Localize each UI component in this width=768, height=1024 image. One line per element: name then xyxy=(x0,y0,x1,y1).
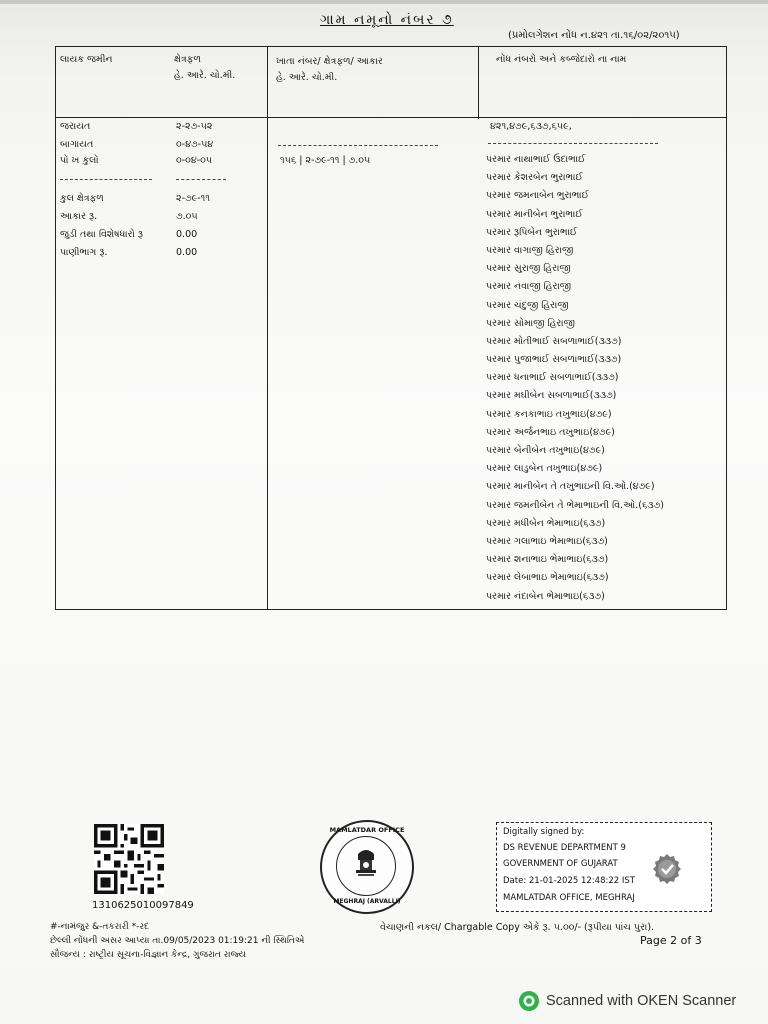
digital-signature-box xyxy=(496,822,712,912)
footer-copy-note: વેચાણની નકલ/ Chargable Copy એકે રૂ. ૫.૦૦/- (રૂપીયા પાંચ પુરા). xyxy=(380,922,655,933)
scanner-label: Scanned with OKEN Scanner xyxy=(546,993,737,1009)
column-divider-1 xyxy=(267,47,268,609)
summary-row-value: 0.00 xyxy=(176,247,198,258)
owner-name: પરમાર જમનાબેન ભુરાભાઈ xyxy=(486,190,589,202)
footer-legend: #-નામંજુર &-તકરારી *-રદ xyxy=(50,922,150,932)
footer-creator: સૌજન્ય : રાષ્ટ્રીય સૂચના-વિજ્ઞાન કેન્દ્ર, ગુજરાત રાજ્ય xyxy=(50,950,247,960)
oken-logo-icon xyxy=(518,990,540,1012)
signature-line: Date: 21-01-2025 12:48:22 IST xyxy=(503,876,635,886)
document-title: ગામ નમૂનો નંબર ૭ xyxy=(320,12,454,28)
owner-name: પરમાર માનીબેન તે તખુભાઇની વિ.ઓ.(૪૭૯) xyxy=(486,481,655,493)
summary-row-value: 0.00 xyxy=(176,229,198,240)
separator-line xyxy=(278,145,438,146)
promulgation-note: (પ્રમોલગેશન નોંધ ન.૪૨૧ તા.૧૬/૦૨/૨૦૧૫) xyxy=(508,30,680,41)
land-record-table xyxy=(55,46,727,610)
summary-row-label: પાણીભાગ રૂ. xyxy=(60,247,108,258)
signature-line: MAMLATDAR OFFICE, MEGHRAJ xyxy=(503,893,635,903)
owner-name: પરમાર ધનાભાઈ સબળાભાઈ(૩૩૭) xyxy=(486,372,619,384)
owner-name: પરમાર ચંદુજી હિરાજી xyxy=(486,299,569,311)
owner-name: પરમાર સોમાજી હિરાજી xyxy=(486,317,575,329)
owner-name: પરમાર બેનીબેન તખુભાઇ(૪૭૯) xyxy=(486,445,605,456)
owner-name: પરમાર લેબાભાઇ ભેમાભાઇ(૬૩૭) xyxy=(486,572,609,584)
national-emblem-icon xyxy=(352,846,380,880)
header-area-unit: હે. આરે. ચો.મી. xyxy=(174,70,236,81)
separator-line xyxy=(488,143,658,144)
owner-name: પરમાર લાડુબેન તખુભાઇ(૪૭૯) xyxy=(486,463,603,475)
land-row-label: બાગાયત xyxy=(60,139,94,150)
qr-number: 1310625010097849 xyxy=(92,900,194,911)
owner-name: પરમાર મધીબેન ભેમાભાઇ(૬૩૭) xyxy=(486,517,606,529)
owner-name: પરમાર સુરાજી હિરાજી xyxy=(486,263,571,275)
signature-line: DS REVENUE DEPARTMENT 9 xyxy=(503,843,626,853)
header-divider xyxy=(56,117,726,118)
owner-name: પરમાર ગલાભાઇ ભેમાભાઇ(૬૩૭) xyxy=(486,535,608,547)
scan-edge xyxy=(0,0,768,4)
owner-name: પરમાર કનકાભાઇ તખુભાઇ(૪૭૯) xyxy=(486,408,612,420)
owner-name: પરમાર જમનીબેન તે ભેમાભાઇની વિ.ઓ.(૬૩૭) xyxy=(486,499,664,511)
owner-name: પરમાર પુજાભાઈ સબળાભાઈ(૩૩૭) xyxy=(486,354,622,366)
seal-bottom-text: MEGHRAJ (ARVALLI) xyxy=(333,898,401,905)
summary-row-label: કુલ ક્ષેત્રફળ xyxy=(60,193,104,204)
header-land-type: લાયક જમીન xyxy=(60,54,113,65)
separator-line xyxy=(176,179,226,180)
owner-name: પરમાર નવાજી હિરાજી xyxy=(486,281,572,293)
land-row-label: પો ખ કુલો xyxy=(60,155,99,166)
header-area: ક્ષેત્રફળ xyxy=(174,54,201,65)
owner-list xyxy=(486,151,726,606)
land-row-value: ૨-૨૭-૫૨ xyxy=(176,121,213,132)
owner-name: પરમાર નંદાબેન ભેમાભાઇ(૬૩૭) xyxy=(486,590,605,602)
verified-check-icon xyxy=(651,853,683,885)
owner-name: પરમાર વાગાજી હિરાજી xyxy=(486,244,574,256)
land-row-value: ૦-૪૭-૫૪ xyxy=(176,139,214,150)
owner-name: પરમાર રૂપિબેન ભુરાભાઈ xyxy=(486,226,578,238)
summary-row-label: જુડી તથા વિશેષધારો રૂ xyxy=(60,229,143,240)
header-account-unit: હે. આરે. ચો.મી. xyxy=(276,72,338,83)
owner-name: પરમાર શનાભાઇ ભેમાભાઇ(૬૩૭) xyxy=(486,554,609,566)
signature-line: Digitally signed by: xyxy=(503,827,585,837)
owner-name: પરમાર નાથાભાઈ ઉદાભાઈ xyxy=(486,154,586,165)
mamlatdar-office-seal xyxy=(320,820,414,914)
header-account: ખાતા નંબર/ ક્ષેત્રફળ/ આકાર xyxy=(276,56,383,67)
summary-row-value: ૭.૦૫ xyxy=(176,211,198,222)
entry-numbers: ૪૨૧,૪૭૯,૬૩૭,૬૫૯, xyxy=(490,121,572,132)
page-number: Page 2 of 3 xyxy=(640,934,702,947)
column-divider-2 xyxy=(478,47,479,119)
scanner-watermark xyxy=(518,990,736,1012)
summary-row-label: આકાર રૂ. xyxy=(60,211,98,222)
owner-name: પરમાર અર્જનભાઇ તખુભાઇ(૪૭૯) xyxy=(486,426,615,438)
owner-name: પરમાર મોતીભાઈ સબળાભાઈ(૩૩૭) xyxy=(486,335,622,347)
owner-name: પરમાર મઘીબેન સબળાભાઈ(૩૩૭) xyxy=(486,390,617,402)
signature-line: GOVERNMENT OF GUJARAT xyxy=(503,859,618,869)
owner-name: પરમાર માનીબેન ભુરાભાઈ xyxy=(486,208,583,220)
header-owners: નોંધ નંબરો અને કબ્જેદારો ના નામ xyxy=(496,54,627,65)
footer-last-entry: છેલ્લી નોંધની અસર આપ્યા તા.09/05/2023 01:19:21 ની સ્થિતિએ xyxy=(50,936,305,946)
account-entry: ૧૫૬ | ૨-૭૯-૧૧ | ૭.૦૫ xyxy=(280,155,371,166)
land-row-label: જરાયત xyxy=(60,121,91,132)
seal-top-text: MAMLATDAR OFFICE xyxy=(329,826,405,834)
owner-name: પરમાર કેશરબેન ભુરાભાઈ xyxy=(486,172,583,184)
summary-row-value: ૨-૭૯-૧૧ xyxy=(176,193,210,204)
land-row-value: ૦-૦૪-૦૫ xyxy=(176,155,213,166)
separator-line xyxy=(60,179,152,180)
qr-code-icon xyxy=(94,824,164,894)
